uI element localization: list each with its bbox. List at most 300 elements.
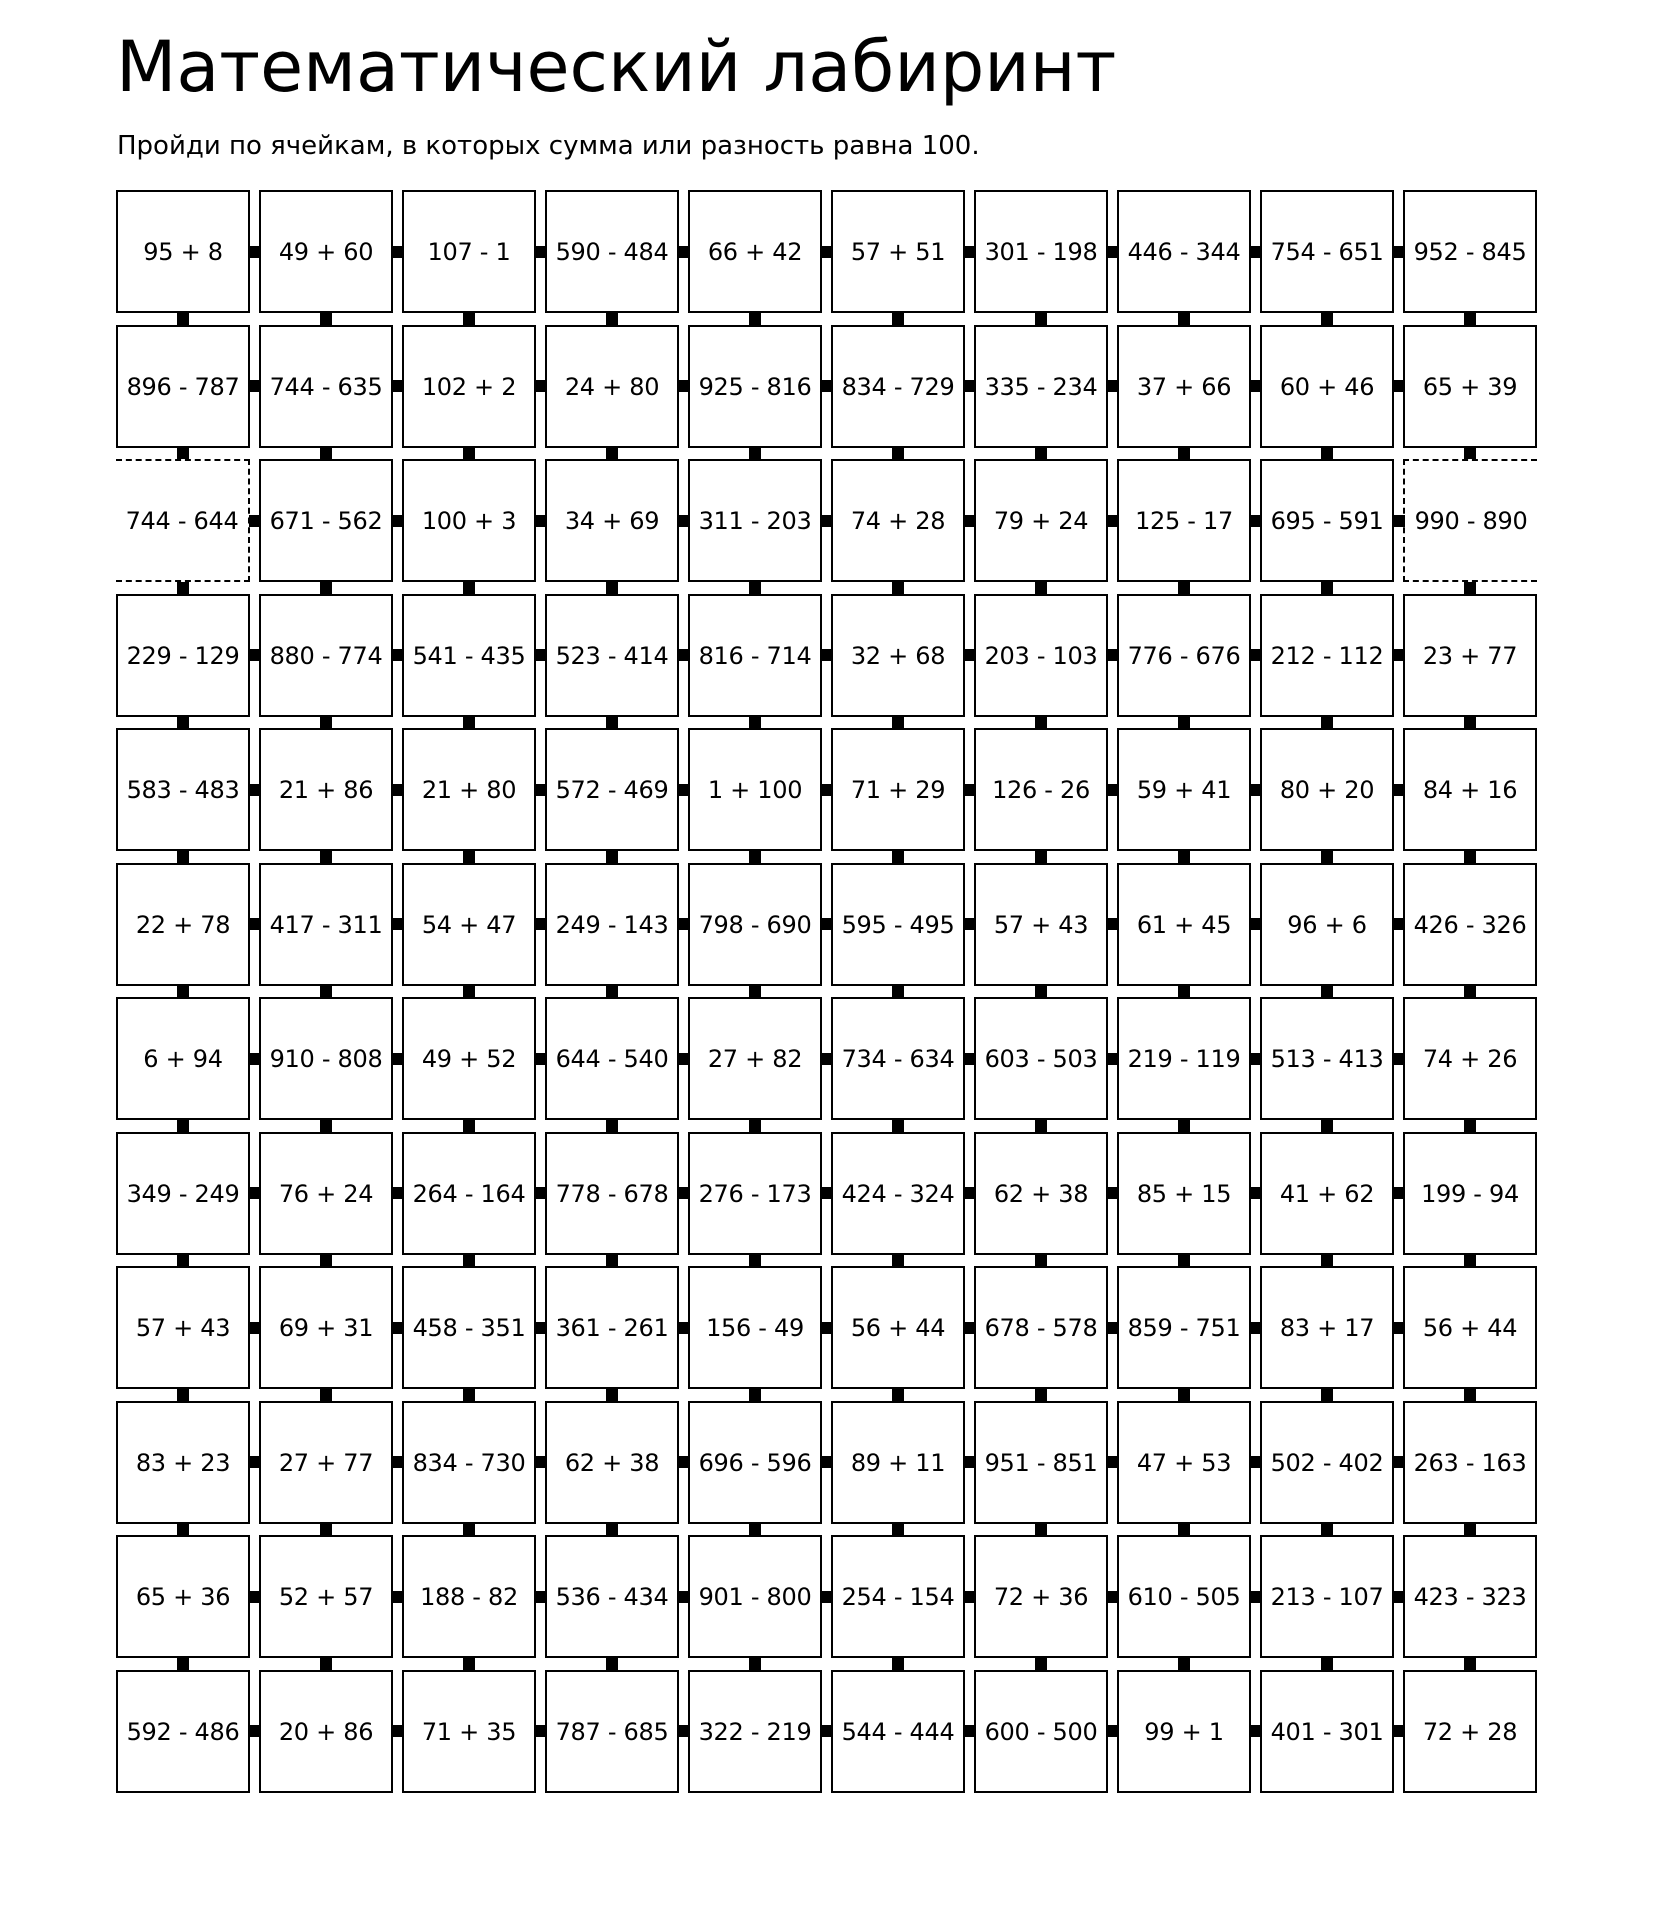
- maze-cell[interactable]: [688, 1535, 822, 1658]
- maze-cell[interactable]: [688, 459, 822, 582]
- cell-connector: [392, 1322, 404, 1334]
- cell-expression: 595 - 495: [841, 910, 955, 939]
- maze-cell[interactable]: [1260, 594, 1394, 717]
- cell-connector: [535, 246, 547, 258]
- cell-expression: 59 + 41: [1136, 775, 1232, 804]
- cell-expression: 69 + 31: [278, 1313, 374, 1342]
- cell-connector: [678, 918, 690, 930]
- cell-connector: [249, 246, 261, 258]
- cell-expression: 600 - 500: [984, 1717, 1098, 1746]
- maze-cell[interactable]: [974, 1670, 1108, 1793]
- cell-connector: [1393, 1187, 1405, 1199]
- cell-connector: [892, 1254, 904, 1266]
- maze-cell[interactable]: [974, 325, 1108, 448]
- cell-connector: [606, 1658, 618, 1670]
- cell-expression: 52 + 57: [278, 1582, 374, 1611]
- cell-connector: [1035, 1254, 1047, 1266]
- cell-expression: 1 + 100: [707, 775, 803, 804]
- cell-connector: [1035, 851, 1047, 863]
- maze-cell[interactable]: [116, 1266, 250, 1389]
- maze-cell[interactable]: [1403, 190, 1537, 313]
- maze-cell[interactable]: [974, 594, 1108, 717]
- maze-cell[interactable]: [116, 1535, 250, 1658]
- maze-cell[interactable]: [1260, 459, 1394, 582]
- cell-expression: 361 - 261: [555, 1313, 669, 1342]
- cell-connector: [1250, 246, 1262, 258]
- cell-expression: 57 + 43: [993, 910, 1089, 939]
- cell-expression: 592 - 486: [126, 1717, 240, 1746]
- cell-expression: 603 - 503: [984, 1044, 1098, 1073]
- cell-connector: [964, 1725, 976, 1737]
- maze-cell[interactable]: [402, 1401, 536, 1524]
- cell-expression: 335 - 234: [984, 372, 1098, 401]
- maze-cell[interactable]: [1117, 594, 1251, 717]
- cell-expression: 49 + 52: [421, 1044, 517, 1073]
- cell-connector: [249, 1322, 261, 1334]
- cell-connector: [177, 985, 189, 997]
- maze-cell[interactable]: [402, 594, 536, 717]
- cell-connector: [606, 985, 618, 997]
- maze-cell[interactable]: [1403, 1266, 1537, 1389]
- maze-cell[interactable]: [831, 594, 965, 717]
- cell-connector: [1321, 851, 1333, 863]
- cell-expression: 21 + 80: [421, 775, 517, 804]
- maze-cell[interactable]: [402, 190, 536, 313]
- cell-connector: [1107, 649, 1119, 661]
- maze-cell[interactable]: [259, 997, 393, 1120]
- cell-expression: 249 - 143: [555, 910, 669, 939]
- cell-connector: [177, 1523, 189, 1535]
- cell-expression: 778 - 678: [555, 1179, 669, 1208]
- cell-expression: 156 - 49: [706, 1313, 804, 1342]
- maze-cell[interactable]: [1117, 863, 1251, 986]
- maze-cell[interactable]: [974, 863, 1108, 986]
- maze-cell[interactable]: [1117, 1401, 1251, 1524]
- cell-connector: [678, 1456, 690, 1468]
- maze-cell[interactable]: [1260, 190, 1394, 313]
- cell-connector: [1178, 1658, 1190, 1670]
- maze-cell[interactable]: [259, 1132, 393, 1255]
- cell-connector: [535, 1053, 547, 1065]
- cell-connector: [1464, 313, 1476, 325]
- cell-connector: [1035, 1389, 1047, 1401]
- cell-connector: [320, 447, 332, 459]
- maze-cell[interactable]: [545, 1266, 679, 1389]
- cell-connector: [1250, 380, 1262, 392]
- cell-expression: 74 + 26: [1422, 1044, 1518, 1073]
- maze-cell[interactable]: [688, 325, 822, 448]
- maze-cell[interactable]: [402, 1132, 536, 1255]
- cell-expression: 541 - 435: [412, 641, 526, 670]
- maze-cell[interactable]: [831, 459, 965, 582]
- cell-connector: [678, 515, 690, 527]
- cell-connector: [392, 1725, 404, 1737]
- maze-cell[interactable]: [688, 728, 822, 851]
- maze-cell[interactable]: [259, 1535, 393, 1658]
- cell-expression: 74 + 28: [850, 506, 946, 535]
- cell-connector: [1321, 985, 1333, 997]
- cell-connector: [749, 851, 761, 863]
- cell-connector: [678, 1322, 690, 1334]
- maze-cell[interactable]: [402, 325, 536, 448]
- cell-connector: [1035, 716, 1047, 728]
- cell-expression: 60 + 46: [1279, 372, 1375, 401]
- cell-expression: 834 - 730: [412, 1448, 526, 1477]
- cell-connector: [320, 582, 332, 594]
- maze-cell[interactable]: [545, 1535, 679, 1658]
- cell-connector: [821, 1591, 833, 1603]
- maze-cell[interactable]: [545, 190, 679, 313]
- cell-connector: [1250, 1187, 1262, 1199]
- cell-connector: [1178, 313, 1190, 325]
- cell-connector: [1035, 1523, 1047, 1535]
- cell-connector: [177, 582, 189, 594]
- cell-expression: 523 - 414: [555, 641, 669, 670]
- cell-connector: [1250, 515, 1262, 527]
- cell-expression: 66 + 42: [707, 237, 803, 266]
- cell-expression: 62 + 38: [564, 1448, 660, 1477]
- maze-cell[interactable]: [116, 594, 250, 717]
- cell-connector: [1464, 1523, 1476, 1535]
- cell-connector: [821, 515, 833, 527]
- cell-expression: 901 - 800: [698, 1582, 812, 1611]
- cell-connector: [749, 447, 761, 459]
- cell-connector: [320, 1523, 332, 1535]
- maze-cell[interactable]: [402, 459, 536, 582]
- cell-connector: [535, 1322, 547, 1334]
- cell-connector: [1393, 1053, 1405, 1065]
- maze-cell[interactable]: [974, 190, 1108, 313]
- cell-expression: 744 - 644: [125, 506, 239, 535]
- cell-connector: [964, 1053, 976, 1065]
- maze-cell[interactable]: [1260, 997, 1394, 1120]
- cell-connector: [749, 1658, 761, 1670]
- cell-connector: [749, 1254, 761, 1266]
- maze-cell[interactable]: [831, 325, 965, 448]
- cell-connector: [177, 313, 189, 325]
- cell-connector: [535, 1456, 547, 1468]
- cell-expression: 776 - 676: [1127, 641, 1241, 670]
- cell-connector: [1464, 1254, 1476, 1266]
- cell-connector: [1250, 1053, 1262, 1065]
- cell-connector: [678, 380, 690, 392]
- maze-cell[interactable]: [1403, 1401, 1537, 1524]
- cell-connector: [1393, 515, 1405, 527]
- maze-cell[interactable]: [402, 1670, 536, 1793]
- cell-expression: 76 + 24: [278, 1179, 374, 1208]
- cell-expression: 96 + 6: [1287, 910, 1367, 939]
- maze-cell[interactable]: [1117, 1266, 1251, 1389]
- maze-cell[interactable]: [1403, 1670, 1537, 1793]
- cell-expression: 49 + 60: [278, 237, 374, 266]
- cell-expression: 22 + 78: [135, 910, 231, 939]
- maze-cell[interactable]: [688, 1132, 822, 1255]
- cell-connector: [392, 918, 404, 930]
- cell-connector: [463, 1254, 475, 1266]
- cell-connector: [177, 1254, 189, 1266]
- cell-expression: 744 - 635: [269, 372, 383, 401]
- maze-cell[interactable]: [259, 190, 393, 313]
- maze-cell[interactable]: [402, 863, 536, 986]
- cell-expression: 349 - 249: [126, 1179, 240, 1208]
- cell-expression: 23 + 77: [1422, 641, 1518, 670]
- cell-expression: 695 - 591: [1270, 506, 1384, 535]
- cell-expression: 787 - 685: [555, 1717, 669, 1746]
- cell-connector: [320, 1120, 332, 1132]
- cell-expression: 423 - 323: [1413, 1582, 1527, 1611]
- maze-cell[interactable]: [688, 594, 822, 717]
- maze-cell[interactable]: [1260, 1401, 1394, 1524]
- cell-connector: [749, 985, 761, 997]
- maze-cell[interactable]: [831, 190, 965, 313]
- maze-cell[interactable]: [545, 1132, 679, 1255]
- cell-connector: [821, 1322, 833, 1334]
- maze-cell[interactable]: [1117, 1535, 1251, 1658]
- maze-cell[interactable]: [1260, 1670, 1394, 1793]
- maze-cell[interactable]: [259, 594, 393, 717]
- maze-cell[interactable]: [1403, 997, 1537, 1120]
- cell-expression: 57 + 43: [135, 1313, 231, 1342]
- cell-connector: [535, 380, 547, 392]
- maze-cell[interactable]: [259, 728, 393, 851]
- cell-expression: 65 + 39: [1422, 372, 1518, 401]
- maze-cell[interactable]: [1403, 1535, 1537, 1658]
- cell-expression: 24 + 80: [564, 372, 660, 401]
- cell-connector: [320, 1254, 332, 1266]
- cell-connector: [821, 380, 833, 392]
- maze-cell[interactable]: [545, 863, 679, 986]
- cell-connector: [1107, 1591, 1119, 1603]
- cell-connector: [749, 582, 761, 594]
- maze-cell[interactable]: [402, 997, 536, 1120]
- cell-connector: [249, 1053, 261, 1065]
- cell-connector: [1107, 918, 1119, 930]
- maze-cell[interactable]: [259, 1266, 393, 1389]
- maze-cell[interactable]: [1403, 863, 1537, 986]
- cell-connector: [1250, 649, 1262, 661]
- cell-expression: 301 - 198: [984, 237, 1098, 266]
- cell-connector: [177, 851, 189, 863]
- maze-cell[interactable]: [402, 1266, 536, 1389]
- cell-connector: [1107, 1322, 1119, 1334]
- maze-cell[interactable]: [831, 1132, 965, 1255]
- cell-connector: [320, 851, 332, 863]
- cell-connector: [463, 313, 475, 325]
- cell-connector: [392, 1187, 404, 1199]
- cell-connector: [392, 246, 404, 258]
- maze-cell[interactable]: [688, 190, 822, 313]
- maze-cell[interactable]: [974, 997, 1108, 1120]
- cell-expression: 990 - 890: [1414, 506, 1528, 535]
- maze-cell[interactable]: [974, 1266, 1108, 1389]
- cell-connector: [249, 649, 261, 661]
- maze-cell[interactable]: [831, 997, 965, 1120]
- cell-connector: [821, 1456, 833, 1468]
- maze-cell[interactable]: [259, 1401, 393, 1524]
- maze-cell[interactable]: [688, 1670, 822, 1793]
- maze-cell[interactable]: [831, 1266, 965, 1389]
- cell-expression: 41 + 62: [1279, 1179, 1375, 1208]
- cell-connector: [1107, 246, 1119, 258]
- maze-cell[interactable]: [259, 325, 393, 448]
- cell-expression: 83 + 23: [135, 1448, 231, 1477]
- maze-cell[interactable]: [831, 1670, 965, 1793]
- cell-expression: 678 - 578: [984, 1313, 1098, 1342]
- cell-expression: 85 + 15: [1136, 1179, 1232, 1208]
- maze-cell[interactable]: [1260, 1535, 1394, 1658]
- cell-expression: 188 - 82: [420, 1582, 518, 1611]
- cell-connector: [320, 716, 332, 728]
- cell-connector: [1393, 1591, 1405, 1603]
- maze-cell[interactable]: [1403, 728, 1537, 851]
- maze-cell[interactable]: [688, 863, 822, 986]
- cell-connector: [678, 246, 690, 258]
- maze-cell[interactable]: [1117, 325, 1251, 448]
- cell-connector: [1321, 1254, 1333, 1266]
- cell-connector: [964, 784, 976, 796]
- cell-expression: 458 - 351: [412, 1313, 526, 1342]
- maze-cell[interactable]: [974, 1535, 1108, 1658]
- cell-expression: 20 + 86: [278, 1717, 374, 1746]
- cell-connector: [1321, 1658, 1333, 1670]
- maze-cell[interactable]: [688, 1401, 822, 1524]
- cell-connector: [463, 716, 475, 728]
- cell-connector: [1178, 1120, 1190, 1132]
- cell-connector: [1321, 716, 1333, 728]
- maze-cell[interactable]: [831, 1401, 965, 1524]
- cell-expression: 56 + 44: [1422, 1313, 1518, 1342]
- maze-cell[interactable]: [545, 728, 679, 851]
- cell-connector: [1250, 1322, 1262, 1334]
- maze-cell[interactable]: [1260, 728, 1394, 851]
- cell-connector: [320, 985, 332, 997]
- maze-cell[interactable]: [116, 728, 250, 851]
- cell-connector: [320, 313, 332, 325]
- cell-expression: 880 - 774: [269, 641, 383, 670]
- cell-connector: [1250, 1456, 1262, 1468]
- maze-cell[interactable]: [545, 594, 679, 717]
- cell-connector: [1464, 1120, 1476, 1132]
- maze-cell[interactable]: [116, 1670, 250, 1793]
- maze-cell[interactable]: [1403, 1132, 1537, 1255]
- maze-cell[interactable]: [1403, 325, 1537, 448]
- cell-expression: 65 + 36: [135, 1582, 231, 1611]
- cell-expression: 696 - 596: [698, 1448, 812, 1477]
- maze-cell[interactable]: [116, 997, 250, 1120]
- cell-connector: [821, 784, 833, 796]
- cell-connector: [1393, 380, 1405, 392]
- maze-cell[interactable]: [1260, 863, 1394, 986]
- cell-connector: [1178, 582, 1190, 594]
- maze-cell[interactable]: [1403, 459, 1537, 582]
- maze-cell[interactable]: [831, 728, 965, 851]
- maze-cell[interactable]: [545, 325, 679, 448]
- cell-connector: [392, 380, 404, 392]
- maze-cell[interactable]: [688, 997, 822, 1120]
- maze-cell[interactable]: [259, 459, 393, 582]
- maze-cell[interactable]: [974, 728, 1108, 851]
- maze-cell[interactable]: [545, 1401, 679, 1524]
- maze-cell[interactable]: [974, 1132, 1108, 1255]
- cell-expression: 446 - 344: [1127, 237, 1241, 266]
- cell-expression: 401 - 301: [1270, 1717, 1384, 1746]
- cell-connector: [1393, 784, 1405, 796]
- cell-expression: 322 - 219: [698, 1717, 812, 1746]
- maze-cell[interactable]: [1260, 1266, 1394, 1389]
- maze-cell[interactable]: [831, 1535, 965, 1658]
- maze-cell[interactable]: [116, 1401, 250, 1524]
- cell-expression: 513 - 413: [1270, 1044, 1384, 1073]
- maze-cell[interactable]: [1403, 594, 1537, 717]
- cell-connector: [392, 515, 404, 527]
- maze-cell[interactable]: [116, 863, 250, 986]
- cell-connector: [249, 1725, 261, 1737]
- cell-connector: [535, 1187, 547, 1199]
- cell-connector: [678, 1725, 690, 1737]
- cell-connector: [892, 1658, 904, 1670]
- maze-cell[interactable]: [116, 325, 250, 448]
- cell-connector: [678, 784, 690, 796]
- maze-cell[interactable]: [259, 1670, 393, 1793]
- cell-connector: [177, 1658, 189, 1670]
- cell-connector: [392, 1591, 404, 1603]
- cell-connector: [1250, 918, 1262, 930]
- cell-connector: [1107, 1456, 1119, 1468]
- maze-cell[interactable]: [831, 863, 965, 986]
- cell-connector: [1107, 784, 1119, 796]
- maze-cell[interactable]: [116, 1132, 250, 1255]
- cell-connector: [1321, 582, 1333, 594]
- maze-cell[interactable]: [545, 1670, 679, 1793]
- cell-connector: [821, 1725, 833, 1737]
- cell-connector: [892, 582, 904, 594]
- maze-cell[interactable]: [259, 863, 393, 986]
- cell-connector: [964, 649, 976, 661]
- cell-connector: [606, 1523, 618, 1535]
- cell-connector: [1393, 1456, 1405, 1468]
- cell-connector: [392, 649, 404, 661]
- maze-cell[interactable]: [1260, 325, 1394, 448]
- cell-connector: [892, 716, 904, 728]
- maze-cell[interactable]: [1117, 1670, 1251, 1793]
- maze-cell[interactable]: [974, 459, 1108, 582]
- maze-cell[interactable]: [116, 190, 250, 313]
- maze-cell[interactable]: [1117, 997, 1251, 1120]
- maze-cell[interactable]: [545, 459, 679, 582]
- maze-cell[interactable]: [402, 1535, 536, 1658]
- cell-expression: 424 - 324: [841, 1179, 955, 1208]
- maze-cell[interactable]: [974, 1401, 1108, 1524]
- maze-cell[interactable]: [688, 1266, 822, 1389]
- cell-connector: [463, 1120, 475, 1132]
- cell-expression: 99 + 1: [1144, 1717, 1224, 1746]
- maze-cell[interactable]: [402, 728, 536, 851]
- cell-connector: [964, 380, 976, 392]
- maze-cell[interactable]: [1260, 1132, 1394, 1255]
- cell-expression: 671 - 562: [269, 506, 383, 535]
- cell-expression: 61 + 45: [1136, 910, 1232, 939]
- maze-cell[interactable]: [1117, 190, 1251, 313]
- cell-connector: [392, 1456, 404, 1468]
- maze-cell[interactable]: [116, 459, 250, 582]
- cell-expression: 502 - 402: [1270, 1448, 1384, 1477]
- cell-expression: 56 + 44: [850, 1313, 946, 1342]
- maze-cell[interactable]: [1117, 1132, 1251, 1255]
- maze-cell[interactable]: [1117, 728, 1251, 851]
- maze-cell[interactable]: [545, 997, 679, 1120]
- maze-cell[interactable]: [1117, 459, 1251, 582]
- cell-connector: [821, 918, 833, 930]
